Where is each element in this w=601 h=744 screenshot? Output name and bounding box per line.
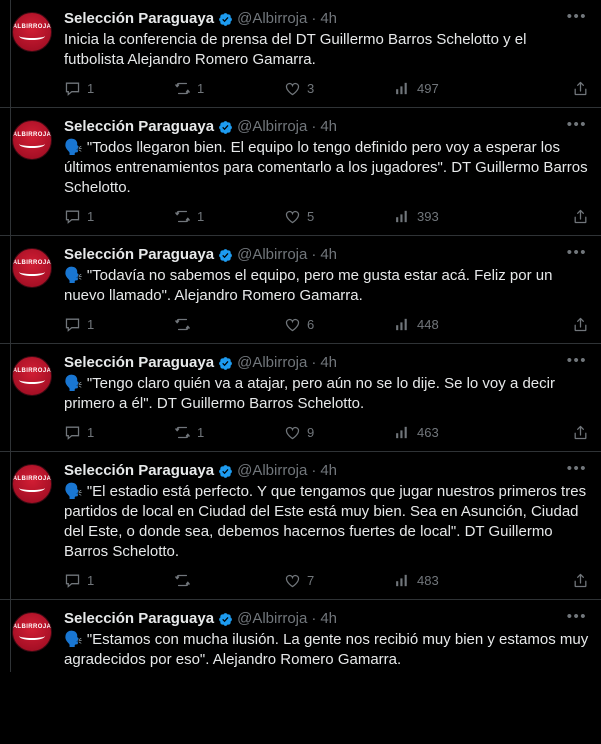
tweet-header — [64, 10, 589, 28]
tweet-actions — [64, 208, 589, 225]
thread-line — [10, 236, 11, 343]
views-button[interactable] — [394, 424, 534, 441]
retweet-icon — [174, 208, 191, 225]
avatar[interactable] — [12, 120, 52, 160]
heart-icon — [284, 80, 301, 97]
share-button[interactable] — [572, 80, 589, 97]
retweet-button[interactable] — [174, 316, 284, 333]
reply-button[interactable] — [64, 572, 174, 589]
reply-icon — [64, 572, 81, 589]
view-count: 483 — [417, 573, 439, 588]
like-button[interactable] — [284, 80, 394, 97]
retweet-icon — [174, 80, 191, 97]
tweet-item[interactable] — [0, 108, 601, 236]
thread-line — [10, 0, 11, 107]
thread-line — [10, 344, 11, 451]
view-count: 463 — [417, 425, 439, 440]
retweet-count: 1 — [197, 425, 205, 440]
view-count: 448 — [417, 317, 439, 332]
avatar[interactable] — [12, 464, 52, 504]
analytics-icon — [394, 572, 411, 589]
avatar-swoosh-icon — [19, 632, 45, 640]
like-count: 3 — [307, 81, 315, 96]
reply-button[interactable] — [64, 80, 174, 97]
tweet-item[interactable] — [0, 236, 601, 344]
avatar-column — [12, 10, 64, 105]
avatar-label: ALBIRROJA — [12, 260, 52, 266]
view-count: 497 — [417, 81, 439, 96]
reply-count: 1 — [87, 425, 95, 440]
retweet-count: 1 — [197, 209, 205, 224]
tweet-actions — [64, 80, 589, 97]
share-icon — [572, 208, 589, 225]
tweet-actions — [64, 316, 589, 333]
avatar-column — [12, 118, 64, 233]
analytics-icon — [394, 80, 411, 97]
avatar-swoosh-icon — [19, 268, 45, 276]
tweet-text: Inicia la conferencia de prensa del DT Guillermo Barros Schelotto y el futbolista Alejandro Romero Gamarra. — [64, 31, 531, 68]
thread-line — [10, 600, 11, 672]
account-display-name[interactable]: Selección Paraguaya — [64, 246, 215, 263]
reply-button[interactable] — [64, 316, 174, 333]
retweet-button[interactable] — [174, 424, 284, 441]
tweet-text: 🗣️ "El estadio está perfecto. Y que tengamos que jugar nuestros primeros tres partidos de local en Ciudad del Este está muy bien. Sea en Asunción, Ciudad del Este, o donde sea, debemos hacernos fuertes de local". DT Guillermo Barros Schelotto. — [64, 483, 591, 560]
verified-badge-icon — [218, 464, 233, 479]
tweet-text: 🗣️ "Tengo claro quién va a atajar, pero aún no se lo dije. Se lo voy a decir primero a él". DT Guillermo Barros Schelotto. — [64, 375, 560, 412]
reply-button[interactable] — [64, 208, 174, 225]
avatar-column — [12, 610, 64, 670]
tweet-text: 🗣️ "Todavía no sabemos el equipo, pero me gusta estar acá. Feliz por un nuevo llamado". Alejandro Romero Gamarra. — [64, 267, 557, 304]
separator-dot: · — [311, 610, 317, 627]
thread-line — [10, 452, 11, 599]
timestamp[interactable]: 4h — [320, 354, 338, 371]
heart-icon — [284, 424, 301, 441]
account-display-name[interactable]: Selección Paraguaya — [64, 10, 215, 27]
tweet-body — [64, 246, 589, 341]
account-handle[interactable]: @Albirroja — [237, 610, 308, 627]
avatar[interactable] — [12, 612, 52, 652]
verified-badge-icon — [218, 248, 233, 263]
avatar-label: ALBIRROJA — [12, 476, 52, 482]
tweet-header — [64, 462, 589, 480]
more-options-icon[interactable]: ••• — [566, 8, 587, 25]
tweet-header — [64, 354, 589, 372]
separator-dot: · — [311, 246, 317, 263]
more-options-icon[interactable]: ••• — [566, 608, 587, 625]
reply-icon — [64, 316, 81, 333]
like-count: 6 — [307, 317, 315, 332]
share-icon — [572, 316, 589, 333]
avatar-label: ALBIRROJA — [12, 368, 52, 374]
account-handle[interactable]: @Albirroja — [237, 10, 308, 27]
like-count: 7 — [307, 573, 315, 588]
tweet-body — [64, 354, 589, 449]
view-count: 393 — [417, 209, 439, 224]
heart-icon — [284, 208, 301, 225]
tweet-actions — [64, 424, 589, 441]
like-button[interactable] — [284, 316, 394, 333]
tweet-header — [64, 118, 589, 136]
share-button[interactable] — [572, 424, 589, 441]
verified-badge-icon — [218, 120, 233, 135]
tweet-actions — [64, 572, 589, 589]
account-handle[interactable]: @Albirroja — [237, 246, 308, 263]
more-options-icon[interactable]: ••• — [566, 352, 587, 369]
avatar[interactable] — [12, 356, 52, 396]
account-display-name[interactable]: Selección Paraguaya — [64, 118, 215, 135]
views-button[interactable] — [394, 208, 534, 225]
share-button[interactable] — [572, 208, 589, 225]
tweet-body — [64, 462, 589, 597]
reply-icon — [64, 80, 81, 97]
retweet-button[interactable] — [174, 208, 284, 225]
reply-count: 1 — [87, 209, 95, 224]
reply-count: 1 — [87, 317, 95, 332]
timestamp[interactable]: 4h — [320, 246, 338, 263]
share-icon — [572, 80, 589, 97]
views-button[interactable] — [394, 316, 534, 333]
account-display-name[interactable]: Selección Paraguaya — [64, 354, 215, 371]
share-button[interactable] — [572, 316, 589, 333]
tweet-item[interactable] — [0, 452, 601, 600]
more-options-icon[interactable]: ••• — [566, 116, 587, 133]
account-handle[interactable]: @Albirroja — [237, 118, 308, 135]
tweet-item[interactable] — [0, 344, 601, 452]
heart-icon — [284, 316, 301, 333]
analytics-icon — [394, 424, 411, 441]
share-icon — [572, 572, 589, 589]
avatar[interactable] — [12, 12, 52, 52]
views-button[interactable] — [394, 572, 534, 589]
timestamp[interactable]: 4h — [320, 118, 338, 135]
like-button[interactable] — [284, 424, 394, 441]
retweet-icon — [174, 316, 191, 333]
separator-dot: · — [311, 462, 317, 479]
retweet-button[interactable] — [174, 80, 284, 97]
thread-line — [10, 108, 11, 235]
avatar-label: ALBIRROJA — [12, 132, 52, 138]
reply-count: 1 — [87, 573, 95, 588]
account-handle[interactable]: @Albirroja — [237, 462, 308, 479]
retweet-button[interactable] — [174, 572, 284, 589]
like-count: 5 — [307, 209, 315, 224]
tweet-item[interactable] — [0, 0, 601, 108]
account-display-name[interactable]: Selección Paraguaya — [64, 610, 215, 627]
retweet-count: 1 — [197, 81, 205, 96]
reply-icon — [64, 424, 81, 441]
account-display-name[interactable]: Selección Paraguaya — [64, 462, 215, 479]
avatar-swoosh-icon — [19, 32, 45, 40]
avatar-swoosh-icon — [19, 376, 45, 384]
share-icon — [572, 424, 589, 441]
tweet-body — [64, 10, 589, 105]
analytics-icon — [394, 316, 411, 333]
like-button[interactable] — [284, 208, 394, 225]
separator-dot: · — [311, 354, 317, 371]
verified-badge-icon — [218, 612, 233, 627]
more-options-icon[interactable]: ••• — [566, 460, 587, 477]
views-button[interactable] — [394, 80, 534, 97]
separator-dot: · — [311, 10, 317, 27]
avatar-label: ALBIRROJA — [12, 24, 52, 30]
reply-count: 1 — [87, 81, 95, 96]
retweet-icon — [174, 424, 191, 441]
like-count: 9 — [307, 425, 315, 440]
avatar-swoosh-icon — [19, 140, 45, 148]
reply-icon — [64, 208, 81, 225]
account-handle[interactable]: @Albirroja — [237, 354, 308, 371]
tweet-body — [64, 608, 593, 670]
avatar-column — [12, 354, 64, 449]
more-options-icon[interactable]: ••• — [566, 244, 587, 261]
tweet-text: 🗣️ "Estamos con mucha ilusión. La gente nos recibió muy bien y estamos muy agradecidos por eso". Alejandro Romero Gamarra. — [64, 631, 593, 668]
tweet-body — [64, 116, 592, 233]
tweet-header — [64, 246, 589, 264]
separator-dot: · — [311, 118, 317, 135]
avatar-column — [12, 246, 64, 341]
timestamp[interactable]: 4h — [320, 610, 338, 627]
reply-button[interactable] — [64, 424, 174, 441]
share-button[interactable] — [572, 572, 589, 589]
timestamp[interactable]: 4h — [320, 462, 338, 479]
verified-badge-icon — [218, 356, 233, 371]
retweet-icon — [174, 572, 191, 589]
tweet-item[interactable] — [0, 600, 601, 672]
tweet-text: 🗣️ "Todos llegaron bien. El equipo lo tengo definido pero voy a esperar los últimos entrenamientos para comentarlo a los jugadores". DT Guillermo Barros Schelotto. — [64, 139, 592, 196]
timestamp[interactable]: 4h — [320, 10, 338, 27]
verified-badge-icon — [218, 12, 233, 27]
avatar[interactable] — [12, 248, 52, 288]
avatar-swoosh-icon — [19, 484, 45, 492]
heart-icon — [284, 572, 301, 589]
tweet-header — [64, 610, 589, 628]
analytics-icon — [394, 208, 411, 225]
avatar-label: ALBIRROJA — [12, 624, 52, 630]
like-button[interactable] — [284, 572, 394, 589]
avatar-column — [12, 462, 64, 597]
